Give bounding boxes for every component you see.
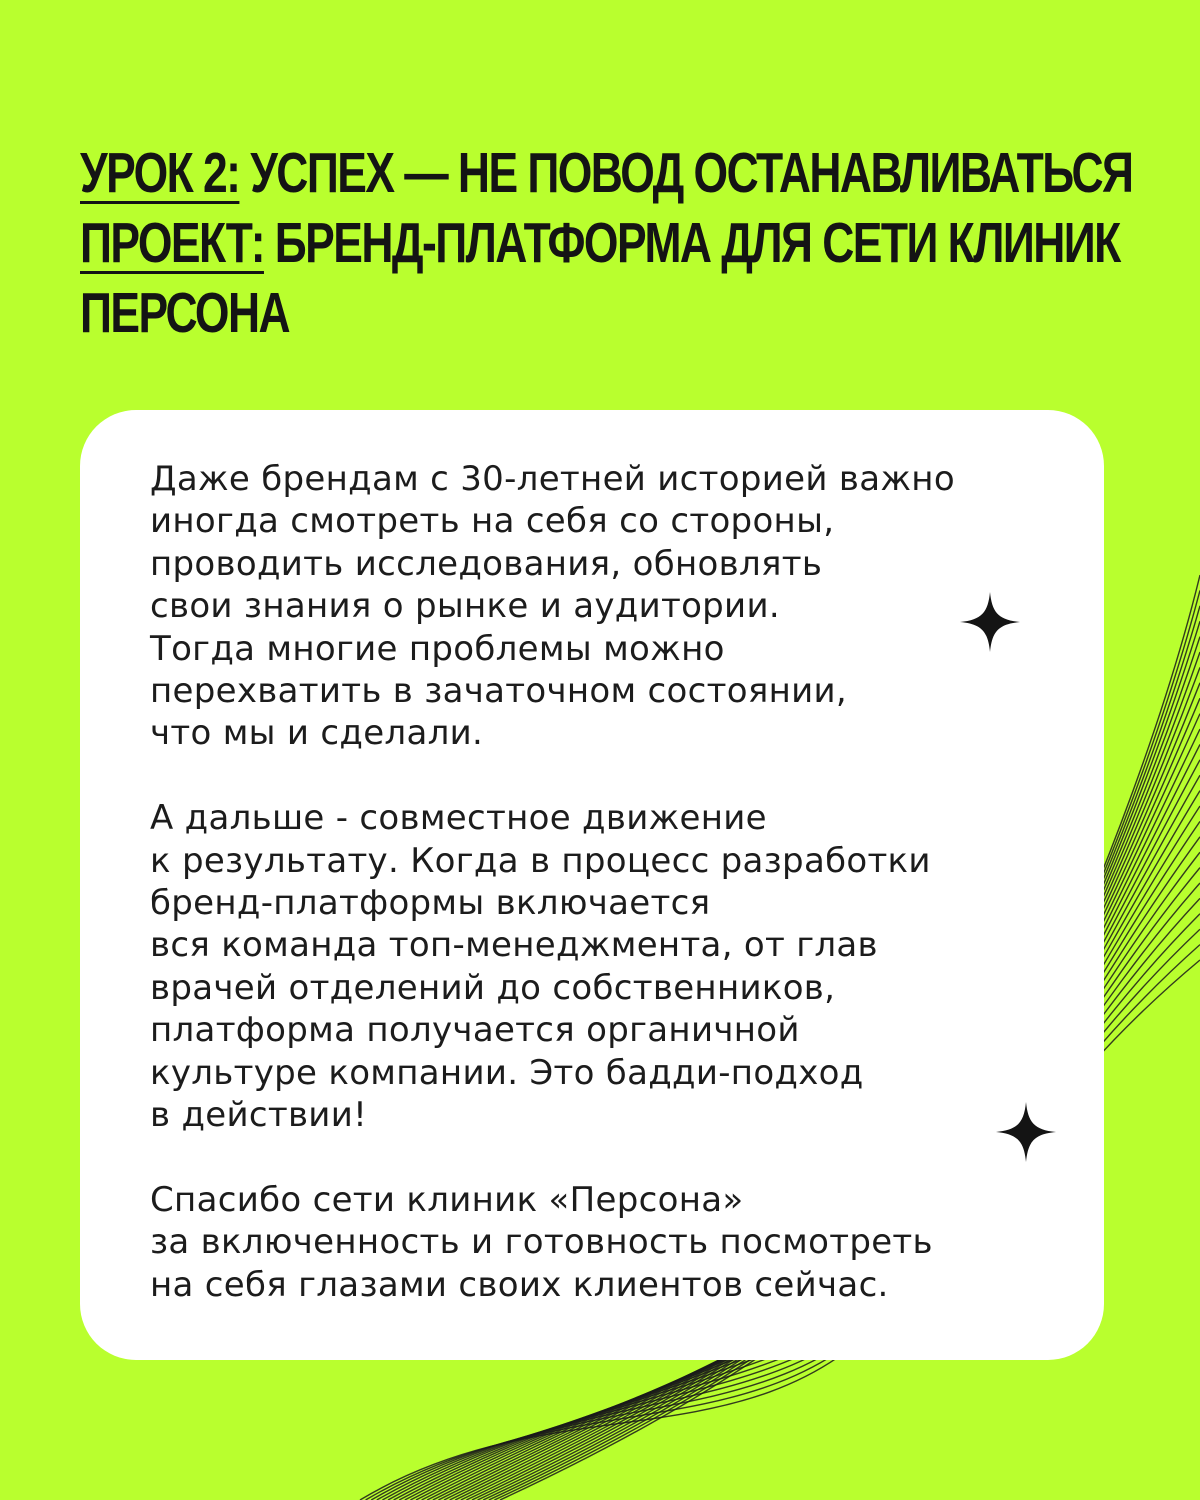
heading-line-project — [80, 208, 1156, 278]
paragraph-3 — [150, 1179, 1050, 1306]
lesson-label: УРОК 2: — [80, 141, 240, 205]
text-line: вся команда топ-менеджмента, от глав — [150, 925, 878, 966]
text-line: платформа получается органичной — [150, 1010, 800, 1051]
text-line: перехватить в зачаточном состоянии, — [150, 671, 848, 712]
project-label: ПРОЕКТ: — [80, 211, 264, 275]
text-line: свои знания о рынке и аудитории. — [150, 586, 780, 627]
text-line: к результату. Когда в процесс разработки — [150, 840, 931, 881]
text-line: бренд-платформы включается — [150, 883, 711, 924]
sparkle-star-icon — [994, 1100, 1058, 1164]
paragraph-2 — [150, 797, 1050, 1136]
heading-line-lesson — [80, 138, 1156, 208]
text-line: Спасибо сети клиник «Персона» — [150, 1179, 744, 1220]
heading-line-client: ПЕРСОНА — [80, 281, 290, 345]
card-body — [150, 458, 1050, 1348]
text-line: за включенность и готовность посмотреть — [150, 1222, 933, 1263]
text-line: Даже брендам с 30-летней историей важно — [150, 459, 955, 499]
sparkle-star-icon — [958, 590, 1022, 654]
lesson-title: УСПЕХ — НЕ ПОВОД ОСТАНАВЛИВАТЬСЯ — [250, 141, 1133, 205]
page-heading — [80, 138, 1133, 348]
text-line: культуре компании. Это бадди-подход — [150, 1052, 864, 1093]
text-line: на себя глазами своих клиентов сейчас. — [150, 1264, 889, 1305]
text-line: иногда смотреть на себя со стороны, — [150, 501, 835, 542]
text-line: в действии! — [150, 1095, 368, 1136]
text-line: Тогда многие проблемы можно — [150, 628, 725, 669]
text-line: А дальше - совместное движение — [150, 798, 767, 839]
text-line: проводить исследования, обновлять — [150, 543, 823, 584]
text-line: что мы и сделали. — [150, 713, 484, 754]
text-line: врачей отделений до собственников, — [150, 967, 836, 1008]
paragraph-1 — [150, 458, 1050, 755]
project-title: БРЕНД-ПЛАТФОРМА ДЛЯ СЕТИ КЛИНИК — [274, 211, 1120, 275]
